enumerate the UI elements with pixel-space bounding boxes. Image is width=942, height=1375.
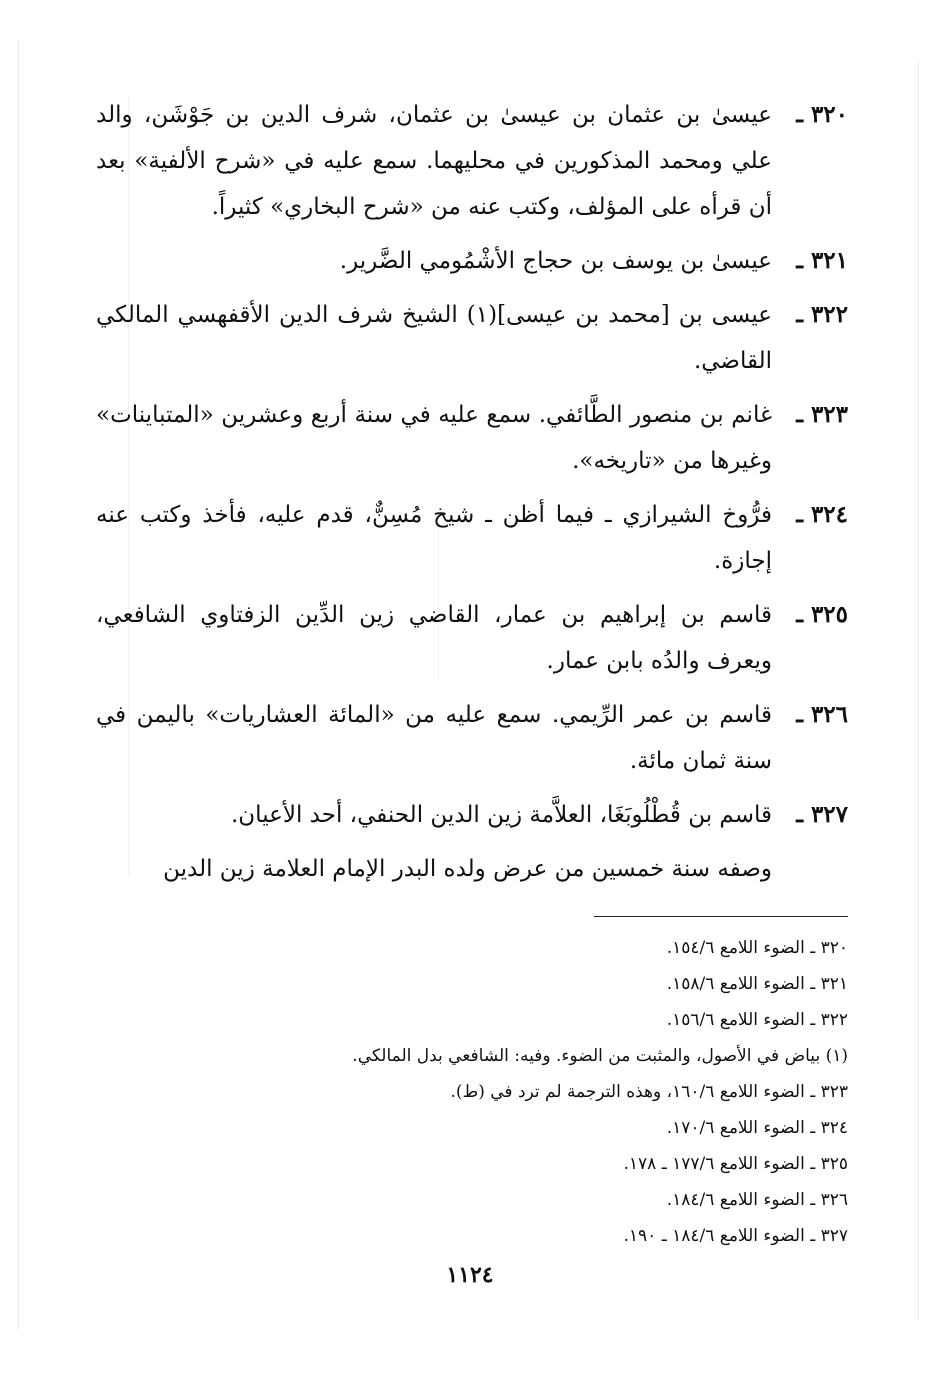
entry-number: ٣٢٧ ـ (796, 801, 848, 828)
footnote: ٣٢٣ ـ الضوء اللامع ١٦٠/٦، وهذه الترجمة لم ترد في (ط). (450, 1082, 848, 1102)
entry-text: قاسم بن قُطْلُوبَغَا، العلاَّمة زين الدين الحنفي، أحد الأعيان. (230, 802, 772, 828)
entry-number: ٣٢٣ ـ (796, 401, 848, 428)
entry-text: عيسىٰ بن عثمان بن عيسىٰ بن عثمان، شرف الدين بن جَوْشَن، والد علي ومحمد المذكورين في محليهما. سمع عليه في «شرح الألفية» بعد أن قرأه على المؤلف، وكتب عنه من «شرح البخاري» كثيراً. (96, 102, 772, 220)
footnote: ٣٢٧ ـ الضوء اللامع ١٨٤/٦ ـ ١٩٠. (623, 1226, 848, 1246)
entry-text: عيسىٰ بن يوسف بن حجاج الأشْمُومي الضَّرير. (339, 248, 772, 274)
footnote: ٣٢٦ ـ الضوء اللامع ١٨٤/٦. (666, 1190, 848, 1210)
entry-324 (96, 492, 848, 584)
biography-entries (96, 92, 848, 892)
continuation-paragraph: وصفه سنة خمسين من عرض ولده البدر الإمام العلامة زين الدين (163, 856, 772, 882)
footnote: (١) بياض في الأصول، والمثبت من الضوء. وفيه: الشافعي بدل المالكي. (352, 1046, 848, 1066)
entry-text: قاسم بن عمر الرِّيمي. سمع عليه من «المائة العشاريات» باليمن في سنة ثمان مائة. (96, 702, 772, 774)
entry-number: ٣٢٦ ـ (796, 701, 848, 728)
entry-number: ٣٢٢ ـ (796, 301, 848, 328)
entry-number: ٣٢٥ ـ (796, 601, 848, 628)
scan-speckle (18, 40, 19, 1330)
footnote-separator (594, 916, 848, 917)
entry-320 (96, 92, 848, 230)
entry-text: عيسى بن [محمد بن عيسى](١) الشيخ شرف الدين الأقفهسي المالكي القاضي. (96, 302, 772, 374)
footnote: ٣٢٥ ـ الضوء اللامع ١٧٧/٦ ـ ١٧٨. (623, 1154, 848, 1174)
footnote: ٣٢١ ـ الضوء اللامع ١٥٨/٦. (666, 974, 848, 994)
footnotes (96, 930, 848, 1254)
entry-326 (96, 692, 848, 784)
entry-323 (96, 392, 848, 484)
entry-321 (96, 238, 848, 284)
entry-text: غانم بن منصور الطَّائفي. سمع عليه في سنة أربع وعشرين «المتباينات» وغيرها من «تاريخه». (96, 402, 772, 474)
entry-327 (96, 792, 848, 838)
entry-number: ٣٢٤ ـ (796, 501, 848, 528)
entry-text: قاسم بن إبراهيم بن عمار، القاضي زين الدِّين الزفتاوي الشافعي، ويعرف والدُه بابن عمار. (96, 602, 772, 674)
footnote: ٣٢٤ ـ الضوء اللامع ١٧٠/٦. (666, 1118, 848, 1138)
entry-text: فرُّوخ الشيرازي ـ فيما أظن ـ شيخ مُسِنٌّ، قدم عليه، فأخذ وكتب عنه إجازة. (96, 502, 772, 574)
entry-number: ٣٢٠ ـ (796, 101, 848, 128)
scan-speckle (918, 60, 919, 1320)
entry-number: ٣٢١ ـ (796, 247, 848, 274)
entry-322 (96, 292, 848, 384)
footnote: ٣٢٠ ـ الضوء اللامع ١٥٤/٦. (666, 938, 848, 958)
page-number: ١١٢٤ (446, 1262, 494, 1288)
footnote: ٣٢٢ ـ الضوء اللامع ١٥٦/٦. (666, 1010, 848, 1030)
entry-325 (96, 592, 848, 684)
